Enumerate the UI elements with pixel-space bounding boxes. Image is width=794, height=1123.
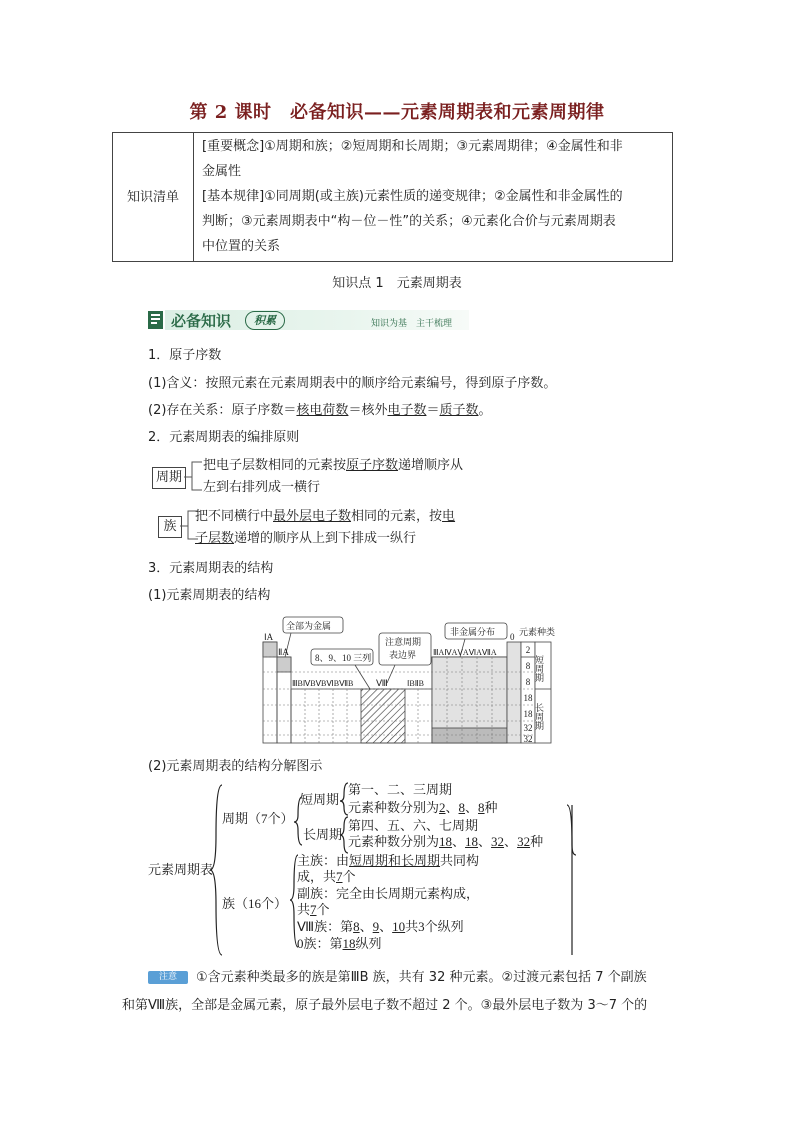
label-zero: 0	[510, 632, 515, 642]
structure-sub1: (1)元素周期表的结构	[148, 588, 271, 603]
period-rule-line1: 把电子层数相同的元素按原子序数递增顺序从	[203, 458, 464, 473]
label-A-groups: ⅢAⅣAⅤAⅥAⅦA	[433, 648, 497, 657]
group-label-box: 族	[158, 516, 182, 538]
banner-title: 必备知识	[171, 312, 232, 330]
knowledge-line: 判断；③元素周期表中“构－位－性”的关系；④元素化合价与元素周期表	[202, 214, 616, 229]
tree-period: 周期（7个）	[222, 811, 294, 826]
count-period-1: 2	[525, 645, 531, 655]
period-bracket	[184, 456, 204, 496]
atomic-number-meaning: (1)含义：按照元素在元素周期表中的顺序给元素编号，得到原子序数。	[148, 376, 557, 391]
knowledge-line: 中位置的关系	[202, 239, 281, 254]
tree-long-line2: 元素种数分别为18、18、32、32种	[348, 834, 544, 849]
tree-root: 元素周期表	[148, 862, 214, 877]
tree-sub-line1: 副族：完全由长周期元素构成，	[297, 886, 480, 901]
periodic-table-figure	[255, 613, 595, 748]
tree-short-period: 短周期	[300, 792, 340, 807]
knowledge-list-body	[194, 133, 673, 262]
heading-principle: 2．元素周期表的编排原则	[148, 430, 300, 445]
count-period-2: 8	[525, 661, 531, 671]
section-title: 知识点 1 元素周期表	[332, 276, 462, 291]
callout-nonmetal: 非金属分布	[450, 627, 496, 637]
atomic-number-relation: (2)存在关系：原子序数＝核电荷数＝核外电子数＝质子数。	[148, 403, 492, 418]
tree-short-line1: 第一、二、三周期	[348, 782, 453, 797]
count-period-4: 18	[523, 693, 533, 703]
count-period-7: 32	[523, 734, 533, 744]
tree-group: 族（16个）	[222, 896, 288, 911]
tree-long-line1: 第四、五、六、七周期	[348, 818, 479, 833]
lesson-title: 第 2 课时 必备知识——元素周期表和元素周期律	[189, 102, 605, 123]
knowledge-line: [基本规律]①同周期(或主族)元素性质的递变规律；②金属性和非金属性的	[202, 189, 623, 204]
note-line2: 和第Ⅷ族，全部是金属元素，原子最外层电子数不超过 2 个。③最外层电子数为 3～7 个的	[122, 998, 648, 1013]
banner-seal: 积累	[245, 311, 285, 330]
book-icon	[147, 310, 165, 330]
structure-sub2: (2)元素周期表的结构分解图示	[148, 759, 323, 774]
tree-short-line2: 元素种数分别为2、8、8种	[348, 800, 498, 815]
knowledge-line: [重要概念]①周期和族；②短周期和长周期；③元素周期律；④金属性和非	[202, 139, 623, 154]
long-period-label: 长周期	[534, 703, 544, 730]
callout-boundary-1: 注意周期	[385, 637, 422, 647]
label-IB-IIB: ⅠBⅡB	[407, 679, 424, 688]
count-period-6: 32	[523, 723, 533, 733]
tree-main-line1: 主族：由短周期和长周期共同构	[297, 853, 480, 868]
label-IA: ⅠA	[264, 632, 274, 642]
tree-long-period: 长周期	[303, 827, 343, 842]
tree-viii-line: Ⅷ族：第8、9、10共3个纵列	[297, 919, 464, 934]
short-period-label: 短周期	[534, 655, 544, 682]
tree-zero-line: 0族：第18纵列	[297, 936, 382, 951]
note-line1: ①含元素种类最多的族是第ⅢB 族，共有 32 种元素。②过渡元素包括 7 个副族	[196, 970, 647, 985]
knowledge-list-label: 知识清单	[113, 133, 194, 262]
label-B-groups: ⅢBⅣBⅤBⅥBⅦB	[292, 679, 354, 688]
count-period-5: 18	[523, 709, 533, 719]
section-banner	[147, 308, 469, 332]
label-VIII: Ⅷ	[376, 678, 388, 688]
heading-atomic-number: 1．原子序数	[148, 348, 222, 363]
group-rule-line2: 子层数递增的顺序从上到下排成一纵行	[195, 531, 417, 546]
period-rule-line2: 左到右排列成一横行	[203, 480, 321, 495]
tree-sub-line2: 共7个	[297, 902, 330, 917]
note-icon: 注意	[148, 971, 188, 984]
callout-8-9-10: 8、9、10 三列	[315, 653, 372, 663]
heading-structure: 3．元素周期表的结构	[148, 561, 274, 576]
label-IIA: ⅡA	[278, 647, 289, 657]
callout-boundary-2: 表边界	[389, 650, 417, 660]
label-kinds: 元素种类	[519, 627, 556, 637]
knowledge-list-table	[112, 132, 673, 262]
tree-main-line2: 成，共7个	[297, 869, 356, 884]
callout-all-metal: 全部为金属	[286, 621, 332, 631]
banner-subtitle: 知识为基 主干梳理	[371, 319, 453, 329]
group-rule-line1: 把不同横行中最外层电子数相同的元素，按电	[195, 509, 456, 524]
knowledge-line: 金属性	[202, 164, 242, 179]
count-period-3: 8	[525, 677, 531, 687]
period-label-box: 周期	[152, 467, 186, 489]
